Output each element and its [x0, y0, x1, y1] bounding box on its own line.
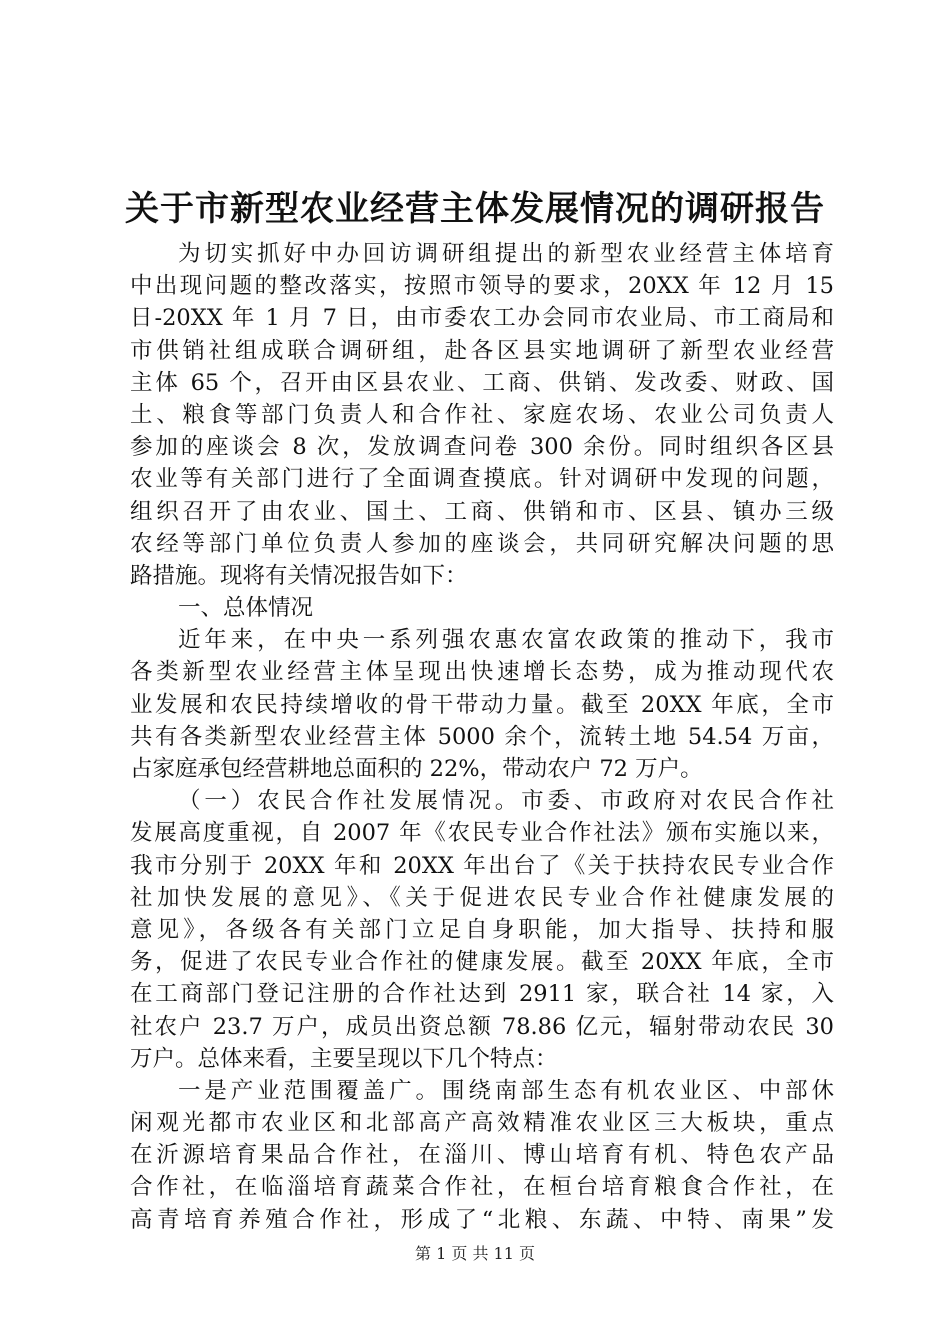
paragraph-line: 中出现问题的整改落实，按照市领导的要求，20XX 年 12 月 15 [130, 273, 834, 300]
paragraph-line: 土、粮食等部门负责人和合作社、家庭农场、农业公司负责人 [130, 401, 834, 428]
paragraph-line: 我市分别于 20XX 年和 20XX 年出台了《关于扶持农民专业合作 [130, 852, 834, 879]
paragraph-line: 在沂源培育果品合作社，在淄川、博山培育有机、特色农产品 [130, 1142, 834, 1169]
paragraph-line: 高青培育养殖合作社，形成了“北粮、东蔬、中特、南果”发 [130, 1206, 834, 1233]
paragraph-line: 共有各类新型农业经营主体 5000 余个，流转土地 54.54 万亩， [130, 723, 834, 750]
paragraph-line: 社加快发展的意见》、《关于促进农民专业合作社健康发展的 [130, 884, 834, 911]
paragraph-line: 各类新型农业经营主体呈现出快速增长态势，成为推动现代农 [130, 659, 834, 686]
paragraph-line: 主体 65 个，召开由区县农业、工商、供销、发改委、财政、国 [130, 369, 834, 396]
paragraph-line: 近年来，在中央一系列强农惠农富农政策的推动下，我市 [178, 627, 834, 654]
document-body [130, 238, 834, 1236]
paragraph-line: 发展高度重视，自 2007 年《农民专业合作社法》颁布实施以来， [130, 820, 834, 847]
paragraph-line: 万户。总体来看，主要呈现以下几个特点： [130, 1045, 558, 1072]
section-heading: 一、总体情况 [178, 595, 314, 622]
paragraph-line: 参加的座谈会 8 次，发放调查问卷 300 余份。同时组织各区县 [130, 434, 834, 461]
paragraph-line: 闲观光都市农业区和北部高产高效精准农业区三大板块，重点 [130, 1110, 834, 1137]
paragraph-line: 合作社，在临淄培育蔬菜合作社，在桓台培育粮食合作社，在 [130, 1174, 834, 1201]
paragraph-line: 组织召开了由农业、国土、工商、供销和市、区县、镇办三级 [130, 498, 834, 525]
paragraph-line: 农经等部门单位负责人参加的座谈会，共同研究解决问题的思 [130, 530, 834, 557]
paragraph-line: 务，促进了农民专业合作社的健康发展。截至 20XX 年底，全市 [130, 949, 834, 976]
paragraph-line: 农业等有关部门进行了全面调查摸底。针对调研中发现的问题， [130, 466, 834, 493]
paragraph-line: 市供销社组成联合调研组，赴各区县实地调研了新型农业经营 [130, 337, 834, 364]
paragraph-line: 日-20XX 年 1 月 7 日，由市委农工办会同市农业局、市工商局和 [130, 305, 834, 332]
paragraph-line: 意见》，各级各有关部门立足自身职能，加大指导、扶持和服 [130, 916, 834, 943]
paragraph-line: 在工商部门登记注册的合作社达到 2911 家，联合社 14 家，入 [130, 981, 834, 1008]
paragraph-line: （一）农民合作社发展情况。市委、市政府对农民合作社 [178, 788, 834, 815]
paragraph-line: 一是产业范围覆盖广。围绕南部生态有机农业区、中部休 [178, 1077, 834, 1104]
paragraph-line: 路措施。现将有关情况报告如下： [130, 562, 468, 589]
paragraph-line: 业发展和农民持续增收的骨干带动力量。截至 20XX 年底，全市 [130, 691, 834, 718]
paragraph-line: 占家庭承包经营耕地总面积的 22%，带动农户 72 万户。 [130, 756, 703, 782]
paragraph-line: 为切实抓好中办回访调研组提出的新型农业经营主体培育 [178, 241, 834, 267]
paragraph-line: 社农户 23.7 万户，成员出资总额 78.86 亿元，辐射带动农民 30 [130, 1013, 834, 1040]
document-title: 关于市新型农业经营主体发展情况的调研报告 [125, 189, 825, 229]
page-number-footer: 第 1 页 共 11 页 [415, 1244, 535, 1263]
